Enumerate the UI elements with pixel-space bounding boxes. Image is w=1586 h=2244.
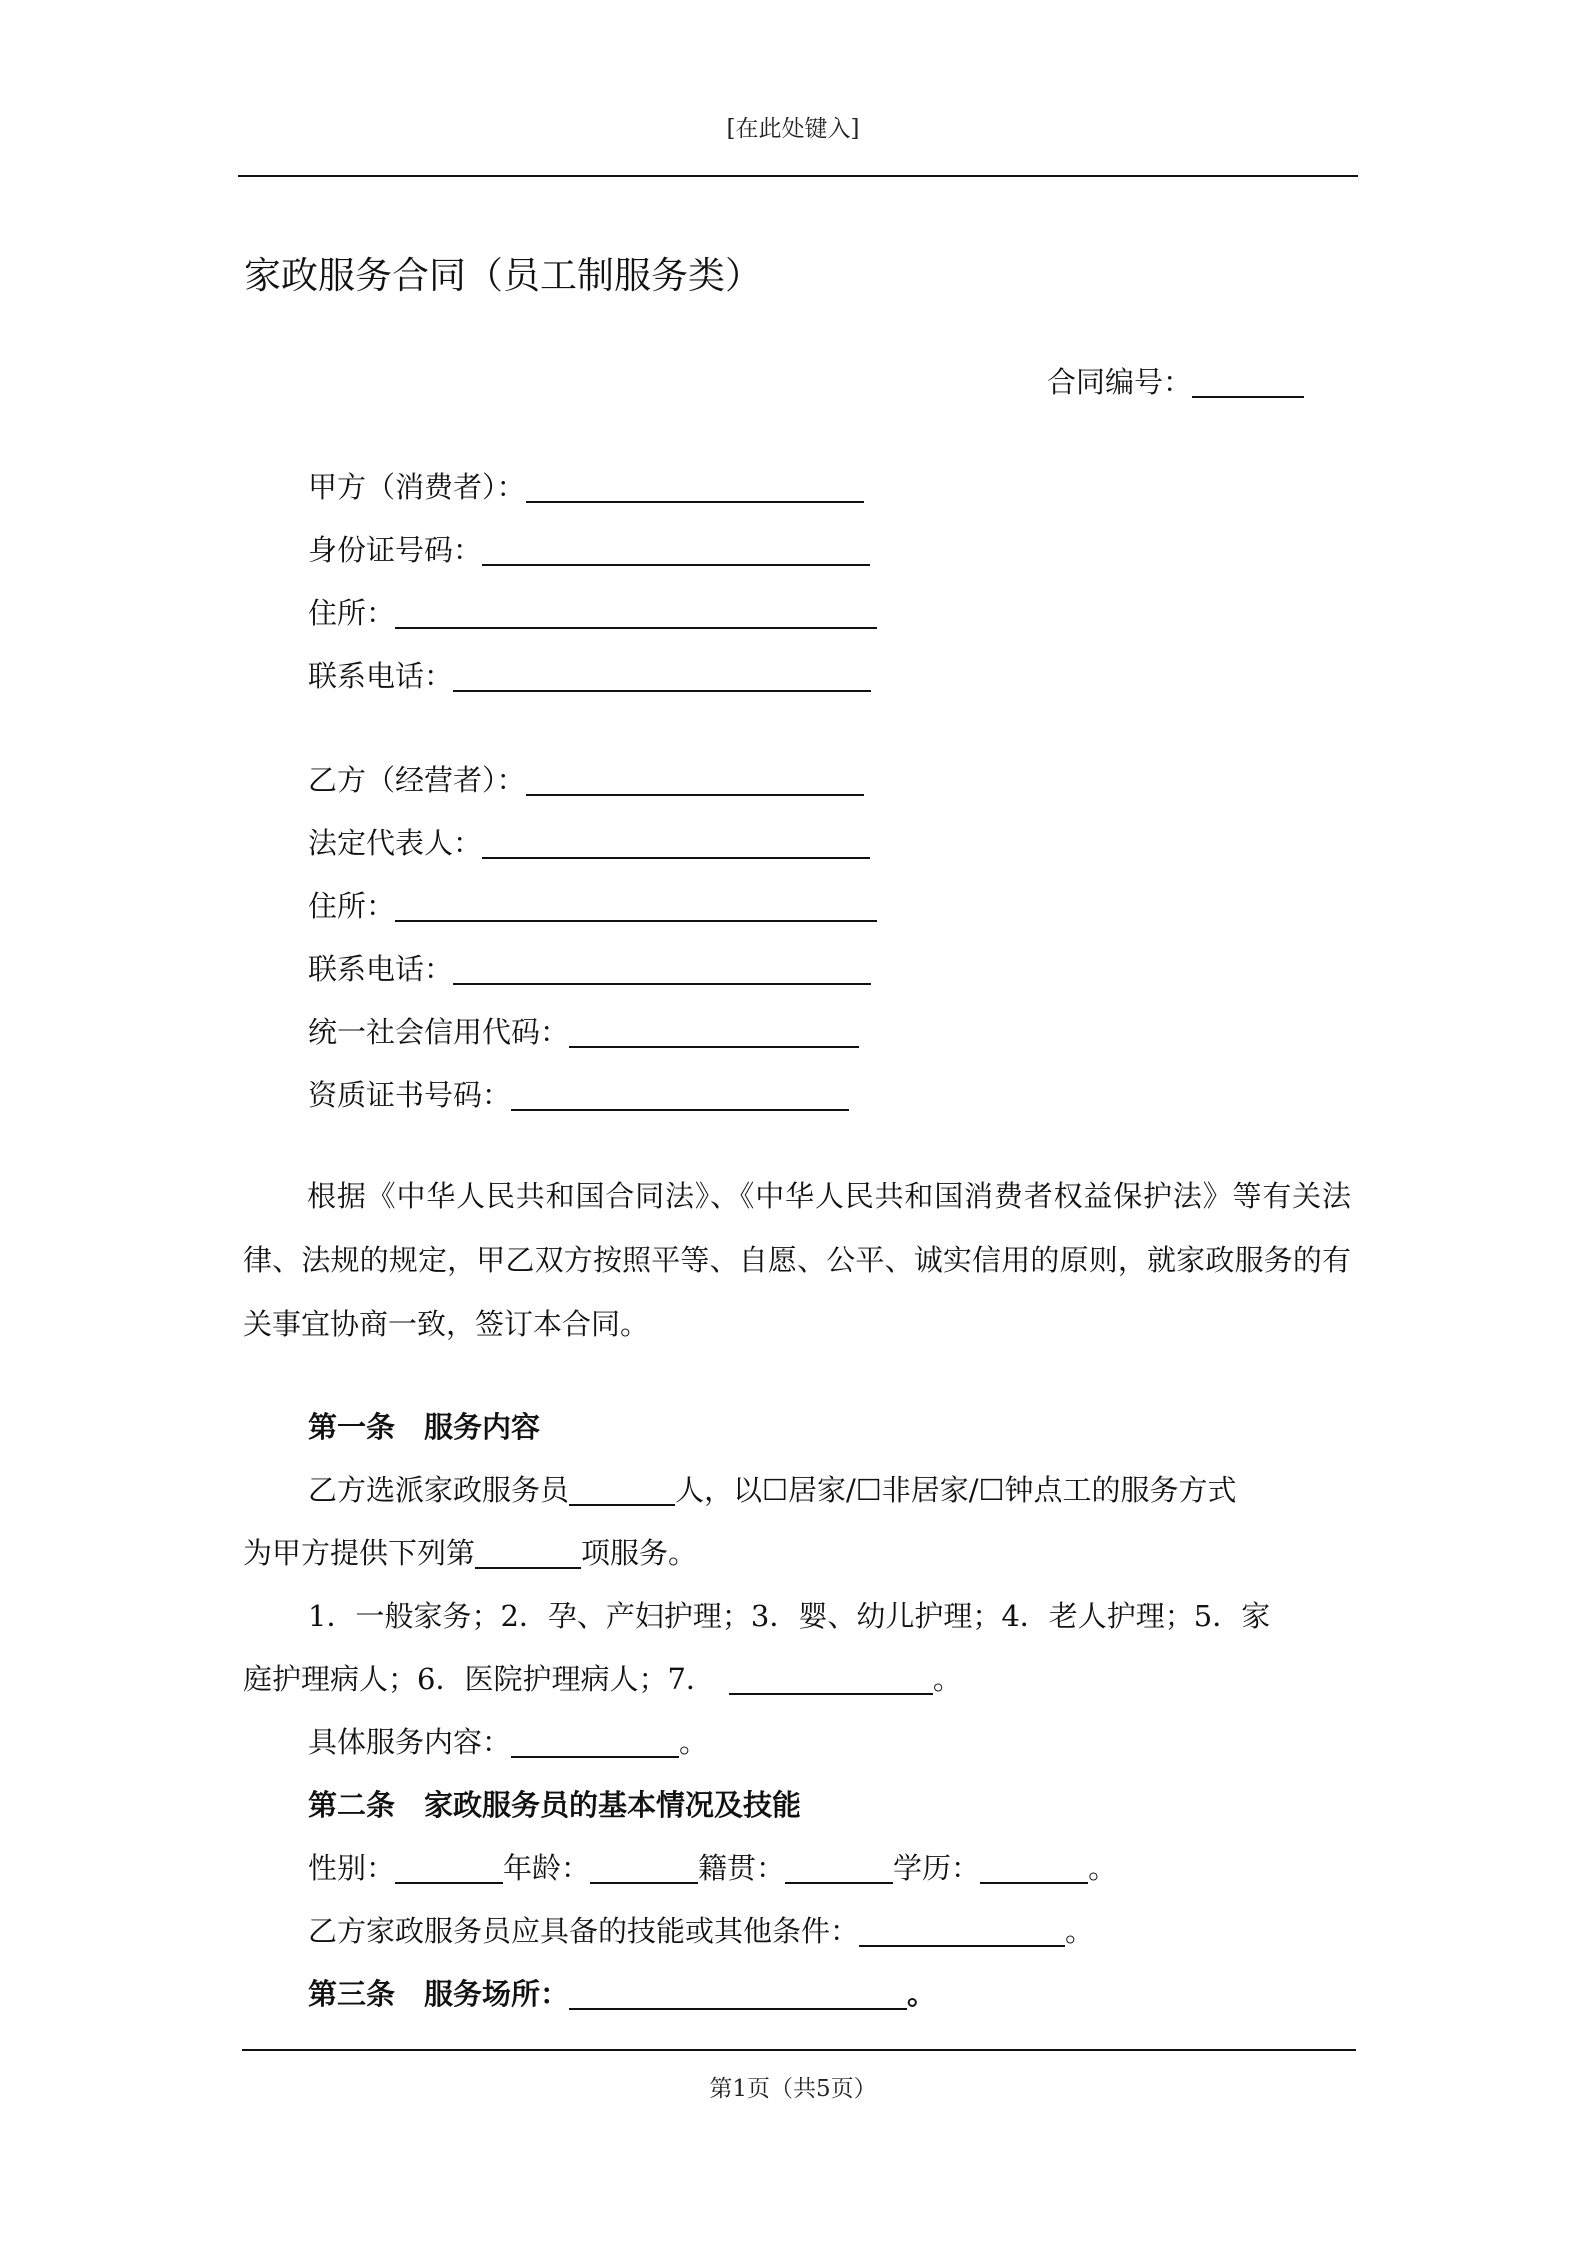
party-b-rep-field (308, 821, 870, 862)
service-detail-blank[interactable] (511, 1727, 679, 1758)
skills-label: 乙方家政服务员应具备的技能或其他条件： (308, 1914, 860, 1948)
skills-end: 。 (1065, 1914, 1095, 1948)
party-a-name-label: 甲方（消费者）： (308, 470, 526, 504)
age-blank[interactable] (590, 1853, 698, 1884)
document-title: 家政服务合同（员工制服务类） (244, 254, 762, 297)
contract-number-field (1047, 360, 1304, 401)
footer-rule (242, 2049, 1356, 2051)
party-b-cert-label: 资质证书号码： (308, 1078, 512, 1112)
article1-heading: 第一条 服务内容 (308, 1410, 541, 1444)
education-label: 学历： (893, 1851, 981, 1885)
staff-count-blank[interactable] (569, 1475, 675, 1506)
party-b-name-label: 乙方（经营者）： (308, 763, 526, 797)
article1-items-end: 。 (932, 1662, 962, 1696)
party-a-address-field (308, 591, 877, 632)
education-blank[interactable] (980, 1853, 1088, 1884)
page-header: [在此处键入] (726, 116, 860, 142)
contract-number-label: 合同编号： (1047, 365, 1193, 399)
party-a-address-blank[interactable] (395, 598, 877, 629)
article1-line2-text-b: 项服务。 (581, 1536, 698, 1570)
article1-items-line2 (243, 1657, 962, 1698)
party-a-name-blank[interactable] (526, 472, 864, 503)
article1-line1 (308, 1468, 1237, 1509)
party-a-phone-blank[interactable] (453, 661, 871, 692)
article2-skills (308, 1909, 1094, 1950)
service-location-blank[interactable] (569, 1979, 907, 2010)
article2-basic-info (308, 1846, 1117, 1887)
article2-heading: 第二条 家政服务员的基本情况及技能 (308, 1788, 802, 1822)
party-b-phone-blank[interactable] (453, 954, 871, 985)
article1-line1-text-a: 乙方选派家政服务员 (308, 1473, 570, 1507)
article3-heading: 第三条 服务场所： (308, 1977, 570, 2011)
origin-blank[interactable] (785, 1853, 893, 1884)
party-b-name-blank[interactable] (526, 765, 864, 796)
age-label: 年龄： (503, 1851, 591, 1885)
origin-label: 籍贯： (698, 1851, 786, 1885)
intro-paragraph: 根据《中华人民共和国合同法》、《中华人民共和国消费者权益保护法》等有关法律、法规的规定，甲乙双方按照平等、自愿、公平、诚实信用的原则，就家政服务的有关事宜协商一致，签订本合同。 (243, 1179, 1351, 1341)
article1-detail-end: 。 (679, 1725, 709, 1759)
party-b-name-field (308, 758, 864, 799)
contract-number-blank[interactable] (1192, 367, 1304, 398)
party-a-id-label: 身份证号码： (308, 533, 483, 567)
party-a-phone-field (308, 654, 871, 695)
party-a-id-blank[interactable] (482, 535, 870, 566)
other-service-blank[interactable] (729, 1664, 933, 1695)
article1-line1-text-b: 人，以☐居家/☐非居家/☐钟点工的服务方式 (675, 1473, 1237, 1507)
gender-blank[interactable] (395, 1853, 503, 1884)
header-rule (238, 175, 1358, 177)
party-b-address-blank[interactable] (395, 891, 877, 922)
party-b-cert-blank[interactable] (511, 1080, 849, 1111)
article3-end: 。 (907, 1977, 937, 2011)
article1-items-line1: 1．一般家务；2．孕、产妇护理；3．婴、幼儿护理；4．老人护理；5．家 (308, 1599, 1271, 1633)
article3-line (308, 1972, 936, 2013)
article1-items-line2-text: 庭护理病人；6．医院护理病人；7． (243, 1662, 715, 1696)
page-footer: 第1页（共5页） (709, 2076, 877, 2102)
party-b-rep-label: 法定代表人： (308, 826, 483, 860)
party-a-id-field (308, 528, 870, 569)
party-b-credit-code-label: 统一社会信用代码： (308, 1015, 570, 1049)
article1-line2 (243, 1531, 697, 1572)
article1-detail (308, 1720, 708, 1761)
party-b-phone-field (308, 947, 871, 988)
skills-blank[interactable] (859, 1916, 1065, 1947)
party-b-address-field (308, 884, 877, 925)
party-a-address-label: 住所： (308, 596, 396, 630)
gender-label: 性别： (308, 1851, 396, 1885)
party-a-phone-label: 联系电话： (308, 659, 454, 693)
article1-line2-text-a: 为甲方提供下列第 (243, 1536, 476, 1570)
service-item-blank[interactable] (475, 1538, 581, 1569)
party-a-name-field (308, 465, 864, 506)
party-b-rep-blank[interactable] (482, 828, 870, 859)
party-b-address-label: 住所： (308, 889, 396, 923)
article1-detail-label: 具体服务内容： (308, 1725, 512, 1759)
party-b-cert-field (308, 1073, 849, 1114)
basic-info-end: 。 (1088, 1851, 1118, 1885)
party-b-credit-code-field (308, 1010, 859, 1051)
party-b-phone-label: 联系电话： (308, 952, 454, 986)
party-b-credit-code-blank[interactable] (569, 1017, 859, 1048)
